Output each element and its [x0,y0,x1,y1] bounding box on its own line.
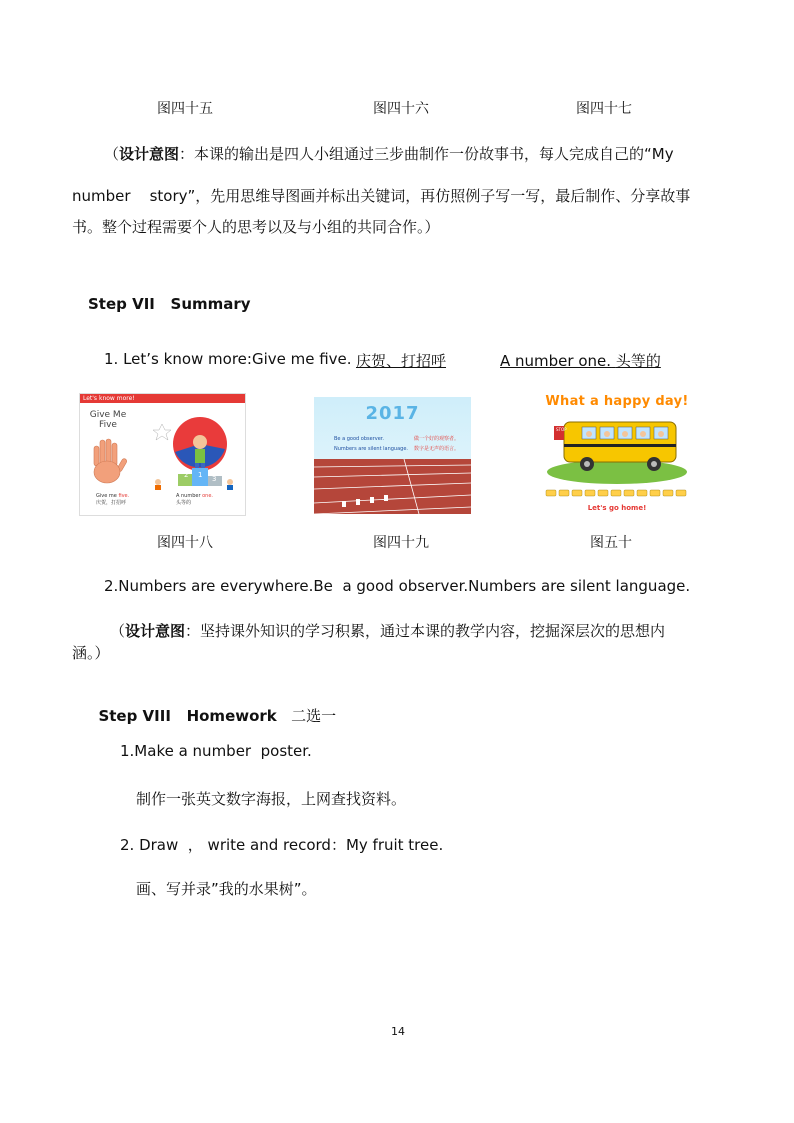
caption-figure-48: 图四十八 [157,535,213,551]
figure-48-label-left [96,493,129,507]
design-note-2-line1 [110,620,665,641]
podium-3: 3 [212,475,217,483]
line2: Numbers are silent language. [334,446,409,452]
step8-suffix: 二选一 [291,707,337,725]
figure-48-label-right [176,493,213,507]
step8-heading [88,687,336,726]
caption-figure-46: 图四十六 [373,101,429,117]
cn2: 数字是无声的语言。 [414,446,460,452]
paren: （ [104,145,120,163]
step7-item2: 2.Numbers are everywhere.Be a good observer.Numbers are silent language. [104,577,691,595]
figure-48-image [79,393,246,516]
caption-figure-45: 图四十五 [157,101,213,117]
design-note-text: ：坚持课外知识的学习积累，通过本课的教学内容，挖掘深层次的思想内 [185,622,666,640]
figure-49-year: 2017 [365,403,420,424]
figure-50-image [542,392,692,517]
paren: （ [110,622,126,640]
meaning: 头等的 [615,352,661,370]
bus-stop-sign: STOP [556,427,567,432]
label-en-highlight: five. [118,493,130,499]
step8-title: Step VIII Homework [98,707,277,725]
design-note-1-line3: 书。整个过程需要个人的思考以及与小组的共同合作。） [72,218,440,236]
step7-item1-meaning1: 庆贺、打招呼 [356,352,447,370]
step7-item1 [104,350,352,368]
step7-item1-phrase2 [500,350,661,371]
caption-figure-47: 图四十七 [576,101,632,117]
kid-icon [193,435,207,449]
figure-48-banner-text: Let's know more! [83,395,135,402]
design-note-1-line2: number story”，先用思维导图画并标出关键词，再仿照例子写一写，最后制作、分享故事 [72,187,691,205]
school-bus-illustration [542,392,692,517]
podium-1: 2 [184,471,189,479]
caption-figure-49: 图四十九 [373,535,429,551]
hand-icon [94,439,128,483]
title-line2: Five [99,420,117,430]
figure-50-title: What a happy day! [545,394,689,409]
design-note-2-line2: 涵。） [72,644,110,662]
podium-2: 1 [198,471,203,479]
figure-49-image [314,397,471,514]
design-note-1-line1 [104,143,674,164]
homework-item1: 1.Make a number poster. [120,742,312,760]
page-number: 14 [391,1025,405,1038]
label-en: A number [176,493,203,499]
label-en-highlight: one. [202,493,214,499]
design-note-label: 设计意图 [119,145,180,163]
homework-item2: 2. Draw ， write and record：My fruit tree. [120,836,444,854]
figure-50-footer: Let's go home! [587,504,647,512]
cn1: 做一个好的观察者。 [414,436,460,442]
caption-figure-50: 图五十 [590,535,632,551]
title-line1: Give Me [89,410,127,420]
label-cn: 庆贺，打招呼 [96,500,127,506]
label-cn: 头等的 [176,500,192,506]
step7-item1-prefix: 1. Let’s know more:Give me five. [104,350,352,368]
label-en: Give me [96,493,119,499]
step7-heading: Step VII Summary [88,295,251,313]
track-illustration [314,397,471,514]
design-note-text: ：本课的输出是四人小组通过三步曲制作一份故事书，每人完成自己的“My [179,145,674,163]
line1: Be a good observer. [334,436,384,442]
phrase: A number one. [500,352,612,370]
homework-item2-cn: 画、写并录”我的水果树”。 [136,880,317,898]
design-note-label: 设计意图 [125,622,186,640]
homework-item1-cn: 制作一张英文数字海报，上网查找资料。 [136,790,407,808]
